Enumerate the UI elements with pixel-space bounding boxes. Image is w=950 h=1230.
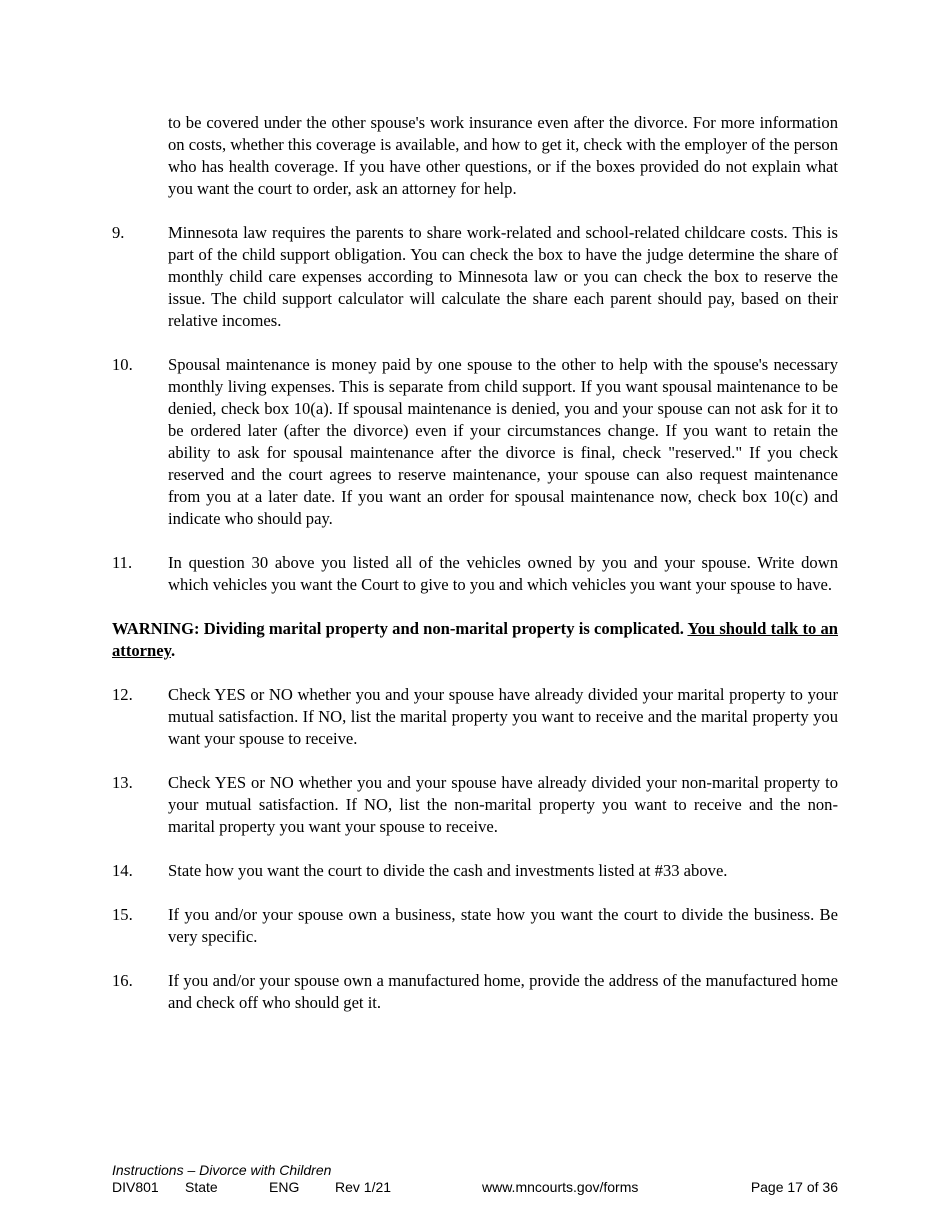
item-text: If you and/or your spouse own a business, state how you want the court to divide the business. Be very specific. xyxy=(168,905,838,946)
page-footer xyxy=(112,1162,838,1196)
item-number: 14. xyxy=(112,861,133,880)
item-text: State how you want the court to divide the cash and investments listed at #33 above. xyxy=(168,861,728,880)
instruction-item-16 xyxy=(112,970,838,1014)
continued-paragraph: to be covered under the other spouse's work insurance even after the divorce. For more information on costs, whether this coverage is available, and how to get it, check with the employer of the person who has health coverage. If you have other questions, or if the boxes provided do not explain what you want the court to order, ask an attorney for help. xyxy=(168,113,838,198)
footer-revision: Rev 1/21 xyxy=(335,1179,392,1195)
instructions-body xyxy=(112,112,838,1014)
instruction-item-14 xyxy=(112,860,838,882)
item-number: 15. xyxy=(112,905,133,924)
item-number: 10. xyxy=(112,355,133,374)
item-number: 12. xyxy=(112,685,133,704)
footer-document-title: Instructions – Divorce with Children xyxy=(112,1162,332,1178)
warning-notice xyxy=(112,618,838,662)
footer-url[interactable]: www.mncourts.gov/forms xyxy=(482,1179,639,1195)
footer-language: ENG xyxy=(269,1179,300,1195)
item-number: 16. xyxy=(112,971,133,990)
item-number: 13. xyxy=(112,773,133,792)
warning-attorney-advice: You should talk to an attorney xyxy=(112,619,839,660)
item-number: 9. xyxy=(112,223,125,242)
footer-page-number: Page 17 of 36 xyxy=(750,1179,838,1195)
instruction-item-11 xyxy=(112,552,838,596)
instruction-item-15 xyxy=(112,904,838,948)
warning-end: . xyxy=(171,641,176,660)
warning-text: WARNING: Dividing marital property and non-marital property is complicated. xyxy=(112,619,688,638)
item-text: Minnesota law requires the parents to share work-related and school-related childcare costs. This is part of the child support obligation. You can check the box to have the judge determine the share of monthly child care expenses according to Minnesota law or you can check the box to reserve the issue. The child support calculator will calculate the share each parent should pay, based on their relative incomes. xyxy=(168,223,838,330)
instruction-item-9 xyxy=(112,222,838,332)
item-text: In question 30 above you listed all of the vehicles owned by you and your spouse. Write down which vehicles you want the Court to give to you and which vehicles you want your spouse to have. xyxy=(168,553,838,594)
item-text: Spousal maintenance is money paid by one spouse to the other to help with the spouse's necessary monthly living expenses. This is separate from child support. If you want spousal maintenance to be denied, check box 10(a). If spousal maintenance is denied, you and your spouse can not ask for it to be ordered later (after the divorce) even if your circumstances change. If you want to retain the ability to ask for spousal maintenance after the divorce is final, check "reserved." If you check reserved and the court agrees to reserve maintenance, your spouse can also request maintenance from you at a later date. If you want an order for spousal maintenance now, check box 10(c) and indicate who should pay. xyxy=(168,355,838,528)
item-text: If you and/or your spouse own a manufactured home, provide the address of the manufactured home and check off who should get it. xyxy=(168,971,838,1012)
footer-metadata-row xyxy=(112,1179,838,1196)
footer-form-code: DIV801 xyxy=(112,1179,159,1195)
instruction-item-13 xyxy=(112,772,838,838)
item-number: 11. xyxy=(112,553,133,572)
item-text: Check YES or NO whether you and your spouse have already divided your non-marital property to your mutual satisfaction. If NO, list the non-marital property you want to receive and the non-marital property you want your spouse to receive. xyxy=(168,773,838,836)
footer-jurisdiction: State xyxy=(185,1179,218,1195)
item-text: Check YES or NO whether you and your spouse have already divided your marital property to your mutual satisfaction. If NO, list the marital property you want to receive and the marital property you want your spouse to receive. xyxy=(168,685,838,748)
instruction-item-12 xyxy=(112,684,838,750)
instruction-item-10 xyxy=(112,354,838,530)
